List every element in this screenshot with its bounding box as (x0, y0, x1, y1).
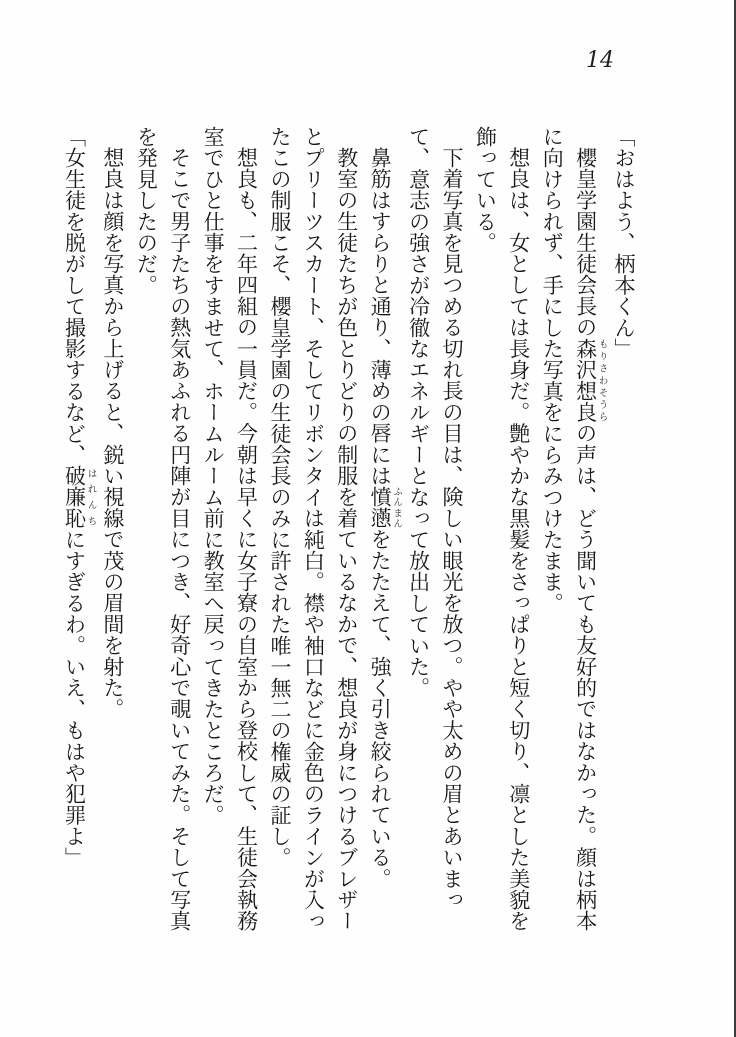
paragraph: 想良は、女としては長身だ。艶やかな黒髪をさっぱりと短く切り、凛とした美貌を飾っている。 (473, 126, 531, 932)
paragraph: 下着写真を見つめる切れ長の目は、険しい眼光を放つ。やや太めの眉とあいまって、意志の強さが冷徹なエネルギーとなって放出していた。 (406, 126, 464, 911)
page-number: 14 (586, 48, 614, 73)
paragraph: 鼻筋はすらりと通り、薄めの唇には憤懣 ふんまんをたたえて、強く引き絞られている。 (368, 147, 402, 890)
ruby-annotated-word: 憤懣 ふんまん (368, 486, 402, 529)
paragraph: 櫻皇学園生徒会長の森沢想良 もりさわそうらの声は、どう聞いても友好的ではなかった。顔は柄本に向けられず、手にした写真をにらみつけたまま。 (540, 126, 607, 932)
ruby-annotated-word: 森沢想良 もりさわそうら (573, 337, 607, 423)
novel-text-block (57, 126, 640, 940)
paragraph: 「おはよう、柄本くん」 (612, 126, 636, 360)
paragraph: 想良は顔を写真から上げると、鋭い視線で茂の眉間を射た。 (100, 147, 125, 720)
paragraph: 教室の生徒たちが色とりどりの制服を着ているなかで、想良が身につけるブレザーとプリーツスカート、そしてリボンタイは純白。襟や袖口などに金色のラインが入ったこの制服こそ、櫻皇学園の生徒会長のみに許された唯一無二の権威の証し。 (267, 126, 359, 932)
paragraph: 想良も、二年四組の一員だ。今朝は早くに女子寮の自室から登校して、生徒会執務室でひと仕事をすませて、ホームルーム前に教室へ戻ってきたところだ。 (201, 126, 259, 932)
paragraph: 「女生徒を脱がして撮影するなど、破廉恥 はれんちにすぎるわ。いえ、もはや犯罪よ」 (62, 126, 96, 869)
ruby-annotated-word: 破廉恥 はれんち (62, 465, 96, 529)
paragraph: そこで男子たちの熱気あふれる円陣が目につき、好奇心で覗いてみた。そして写真を発見したのだ。 (134, 126, 192, 932)
